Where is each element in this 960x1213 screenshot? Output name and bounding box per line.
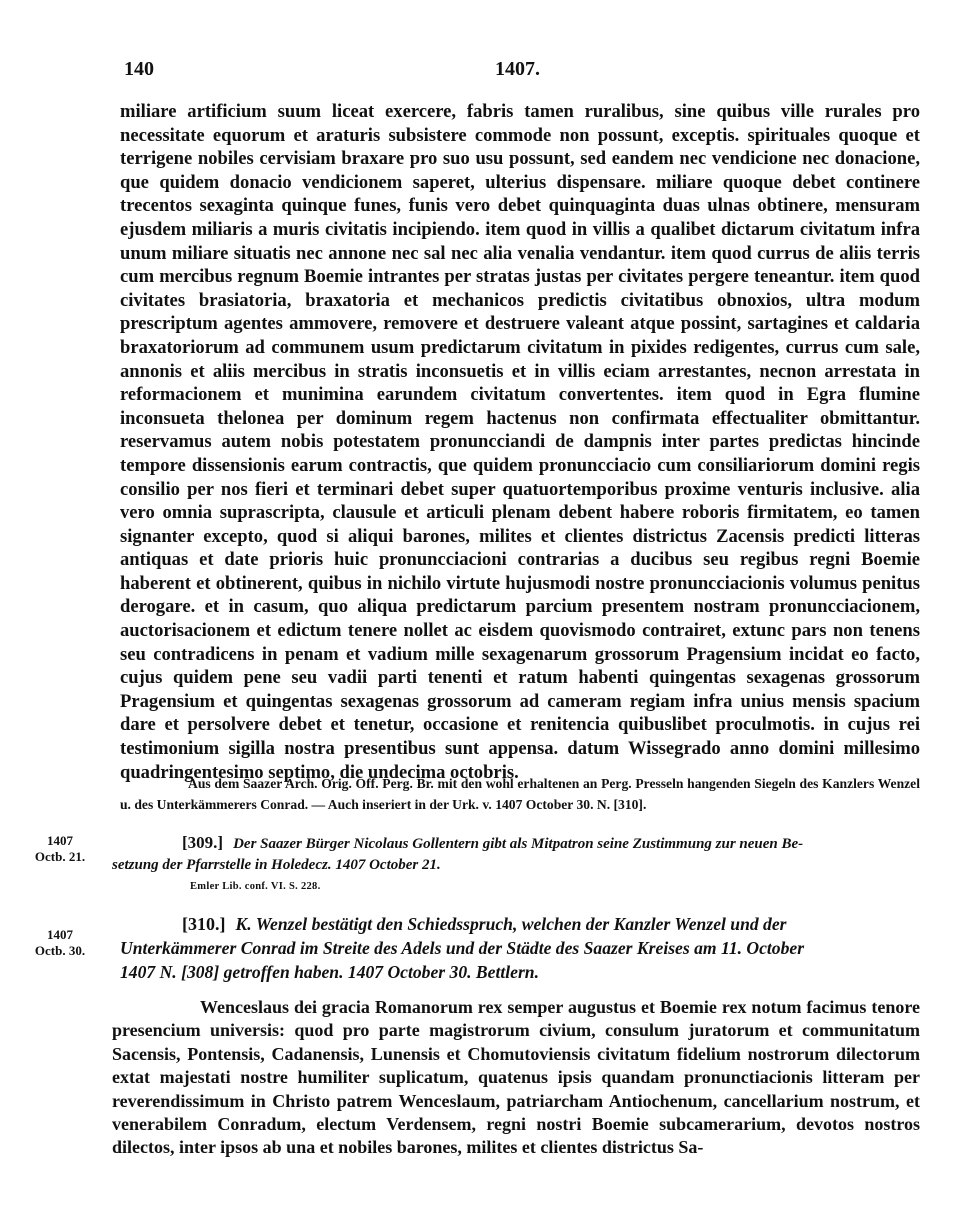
margin-date-309 <box>18 833 102 865</box>
document-number: [310.] <box>182 914 226 934</box>
heading-line: Unterkämmerer Conrad im Streite des Adels und der Städte des Saazer Kreises am 11. October <box>120 937 805 958</box>
heading-line: setzung der Pfarrstelle in Holedecz. 1407 October 21. <box>112 857 441 873</box>
heading-line: Der Saazer Bürger Nicolaus Gollentern gibt als Mitpatron seine Zustimmung zur neuen Be- <box>233 836 804 852</box>
margin-year: 1407 <box>47 927 73 942</box>
document-309-heading <box>112 832 920 876</box>
document-308-continuation: miliare artificium suum liceat exercere, fabris tamen ruralibus, sine quibus ville rurales pro necessitate equorum et araturis subsistere commode non possunt, exceptis. spirituales quoque et terrigene nobiles cervisiam braxare pro suo usu possunt, sed eandem nec vendicione nec donacione, que quidem donacio vendicionem saperet, ulterius dispensare. miliare quoque debet continere trecentos sexaginta quinque funes, funis vero debet quinquaginta duas ulnas obtinere, mensuram ejusdem miliaris a muris civitatis incipiendo. item quod in villis a qualibet dictarum civitatum infra unum miliare situatis nec annone nec sal nec alia venalia vendantur. item quod currus de aliis terris cum mercibus regnum Boemie intrantes per stratas justas per civitates pergere teneantur. item quod civitates brasiatoria, braxatoria et mechanicos predictis civitatibus obnoxios, ultra modum prescriptum agentes ammovere, removere et destruere valeant atque possint, sartagines et caldaria braxatoriorum ad communem usum predictarum civitatum in pixides redigentes, currus cum sale, annonis et aliis mercibus in stratis inconsuetis et in villis eciam arrestantes, necnon arrestata in reformacionem et munimina earundem civitatum convertentes. item quod in Egra flumine inconsueta thelonea per dominum regem hactenus non confirmata effectualiter obmittantur. reservamus autem nobis potestatem pronuncciandi de dampnis inter partes predictas hincinde tempore dissensionis earum contractis, que quidem pronuncciacio cum consiliariorum domini regis consilio per nos fieri et terminari debet super quatuortemporibus proxime venturis inclusive. alia vero omnia suprascripta, clausule et articuli plenam debent habere roboris firmitatem, eo tamen signanter excepto, quod si aliqui barones, milites et clientes districtus Zacensis predicti litteras antiquas et date prioris huic pronuncciacioni contrarias a ducibus seu regibus regni Boemie haberent et obtinerent, quibus in nichilo virtute hujusmodi nostre pronuncciacionis volumus penitus derogare. et in casum, quo aliqua predictarum parcium presentem nostram pronuncciacionem, auctorisacionem et edictum tenere nollet ac eisdem quovismodo contrairet, extunc pars non tenens seu contradicens in penam et vadium mille sexagenarum grossorum Pragensium incidat eo facto, cujus quidem pene seu vadii parti tenenti et ratum habenti quingentas sexagenas grossorum Pragensium et quingentas sexagenas grossorum ad cameram regiam infra unius mensis spacium dare et persolvere debet et tenetur, occasione et renitencia quibuslibet proculmotis. in cujus rei testimonium sigilla nostra presentibus sunt appensa. datum Wissegrado anno domini millesimo quadringentesimo septimo, die undecima octobris. <box>120 101 920 783</box>
margin-year: 1407 <box>47 833 73 848</box>
document-number: [309.] <box>182 833 224 852</box>
document-310-body: Wenceslaus dei gracia Romanorum rex semper augustus et Boemie rex notum facimus tenore presencium universis: quod pro parte magistrorum civium, consulum juratorum et communitatum Sacensis, Pontensis, Cadanensis, Lunensis et Chomutoviensis civitatum fidelium nostrorum dilectorum extat majestati nostre humiliter suplicatum, quatenus ipsis quandam pronunctiacionis litteram per reverendissimum in Christo patrem Wenceslaum, patriarcham Antiochenum, cancellarium nostrum, et venerabilem Conradum, electum Verdensem, regni nostri Boemie subcamerarium, devotos nostros dilectos, inter ipsos ab una et nobiles barones, milites et clientes districtus Sa- <box>112 997 920 1158</box>
heading-line: 1407 N. [308] getroffen haben. 1407 October 30. Bettlern. <box>120 961 539 982</box>
source-note: Aus dem Saazer Arch. Orig. Off. Perg. Br. mit den wohl erhaltenen an Perg. Presseln hangenden Siegeln des Kanzlers Wenzel u. des Unterkämmerers Conrad. — Auch inseriert in der Urk. v. 1407 October 30. N. [310]. <box>120 776 920 812</box>
margin-date-310 <box>18 927 102 959</box>
heading-line: K. Wenzel bestätigt den Schiedsspruch, welchen der Kanzler Wenzel und der <box>235 914 787 934</box>
document-310-heading <box>120 913 920 984</box>
margin-day: Octb. 21. <box>34 849 86 864</box>
page-number: 140 <box>124 58 154 80</box>
margin-day: Octb. 30. <box>34 943 86 958</box>
reference-citation: Emler Lib. conf. VI. S. 228. <box>190 881 321 892</box>
running-head-year: 1407. <box>495 58 540 80</box>
